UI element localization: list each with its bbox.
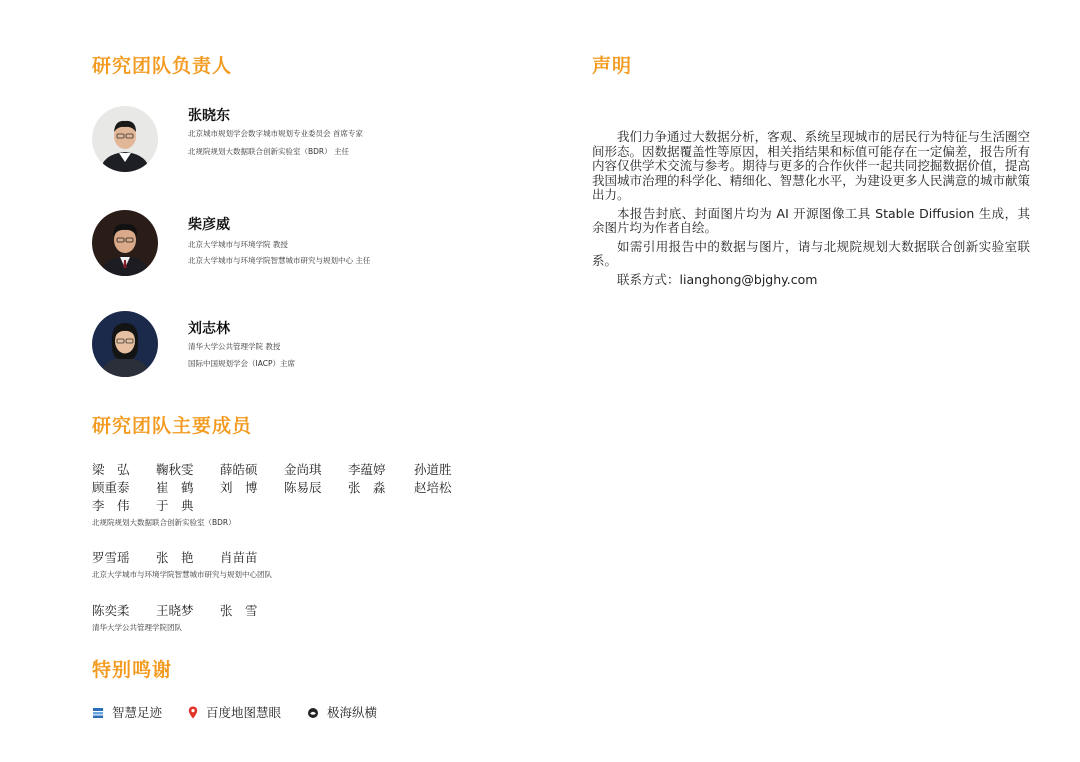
member-group-affiliation: 清华大学公共管理学院团队 bbox=[92, 623, 182, 632]
member-name: 罗雪瑶 bbox=[92, 550, 130, 565]
leader-1-name: 张晓东 bbox=[188, 108, 230, 124]
leader-1-title-1: 北京城市规划学会数字城市规划专业委员会 首席专家 bbox=[188, 129, 363, 138]
member-name: 赵培松 bbox=[414, 480, 452, 495]
statement-heading: 声明 bbox=[592, 55, 633, 77]
member-name: 梁 弘 bbox=[92, 462, 130, 477]
member-name: 刘 博 bbox=[220, 480, 258, 495]
member-row bbox=[92, 601, 258, 619]
leader-3-title-1: 清华大学公共管理学院 教授 bbox=[188, 342, 281, 351]
jihai-logo-icon bbox=[307, 707, 319, 722]
statement-paragraph: 我们力争通过大数据分析，客观、系统呈现城市的居民行为特征与生活圈空间形态。因数据覆盖性等原因，相关指结果和标值可能存在一定偏差，报告所有内容仅供学术交流与参考。期待与更多的合作伙伴一起共同挖掘数据价值，提高我国城市治理的科学化、精细化、智慧化水平，为建设更多人民满意的城市献策出力。 bbox=[592, 129, 1030, 202]
thanks-label: 极海纵横 bbox=[327, 705, 378, 720]
member-name: 顾重泰 bbox=[92, 480, 130, 495]
member-name: 薛皓硕 bbox=[220, 462, 258, 477]
member-name: 张 雪 bbox=[220, 603, 258, 618]
statement-contact: 联系方式：lianghong@bjghy.com bbox=[617, 271, 818, 287]
member-row bbox=[92, 496, 194, 514]
member-name: 孙道胜 bbox=[414, 462, 452, 477]
member-group-affiliation: 北京大学城市与环境学院智慧城市研究与规划中心团队 bbox=[92, 570, 272, 579]
leader-3-name: 刘志林 bbox=[188, 321, 230, 337]
member-row bbox=[92, 548, 258, 566]
member-name: 崔 鹤 bbox=[156, 480, 194, 495]
member-name: 王晓梦 bbox=[156, 603, 194, 618]
leader-2-title-2: 北京大学城市与环境学院智慧城市研究与规划中心 主任 bbox=[188, 256, 371, 265]
thanks-item bbox=[188, 703, 281, 722]
statement-paragraph: 如需引用报告中的数据与图片，请与北规院规划大数据联合创新实验室联系。 bbox=[592, 238, 1030, 268]
member-row bbox=[92, 478, 452, 496]
thanks-item bbox=[92, 703, 162, 722]
baidu-map-pin-icon bbox=[188, 706, 198, 722]
thanks-label: 智慧足迹 bbox=[112, 705, 163, 720]
member-name: 陈奕柔 bbox=[92, 603, 130, 618]
member-name: 鞠秋雯 bbox=[156, 462, 194, 477]
member-name: 肖苗苗 bbox=[220, 550, 258, 565]
avatar-leader-3 bbox=[92, 311, 158, 377]
member-group-affiliation: 北规院规划大数据联合创新实验室（BDR） bbox=[92, 518, 236, 527]
statement-body bbox=[592, 130, 1030, 291]
leader-1-title-2: 北规院规划大数据联合创新实验室（BDR） 主任 bbox=[188, 147, 350, 156]
member-name: 于 典 bbox=[156, 498, 194, 513]
thanks-item bbox=[307, 703, 377, 722]
leader-2-title-1: 北京大学城市与环境学院 教授 bbox=[188, 240, 288, 249]
thanks-list bbox=[92, 703, 399, 722]
avatar-leader-1 bbox=[92, 106, 158, 172]
thanks-label: 百度地图慧眼 bbox=[206, 705, 282, 720]
leader-2-name: 柴彦威 bbox=[188, 217, 230, 233]
statement-paragraph: 本报告封底、封面图片均为 AI 开源图像工具 Stable Diffusion 生成，其余图片均为作者自绘。 bbox=[592, 205, 1030, 235]
member-name: 李蕴婷 bbox=[348, 462, 386, 477]
member-name: 李 伟 bbox=[92, 498, 130, 513]
member-name: 金尚琪 bbox=[284, 462, 322, 477]
avatar-leader-2 bbox=[92, 210, 158, 276]
thanks-heading: 特别鸣谢 bbox=[92, 659, 173, 681]
members-heading: 研究团队主要成员 bbox=[92, 415, 253, 437]
member-name: 张 淼 bbox=[348, 480, 386, 495]
member-name: 张 艳 bbox=[156, 550, 194, 565]
leader-3-title-2: 国际中国规划学会（IACP）主席 bbox=[188, 359, 295, 368]
member-row bbox=[92, 460, 452, 478]
member-name: 陈易辰 bbox=[284, 480, 322, 495]
leaders-heading: 研究团队负责人 bbox=[92, 55, 233, 77]
zhihui-zuji-logo-icon bbox=[92, 707, 104, 722]
